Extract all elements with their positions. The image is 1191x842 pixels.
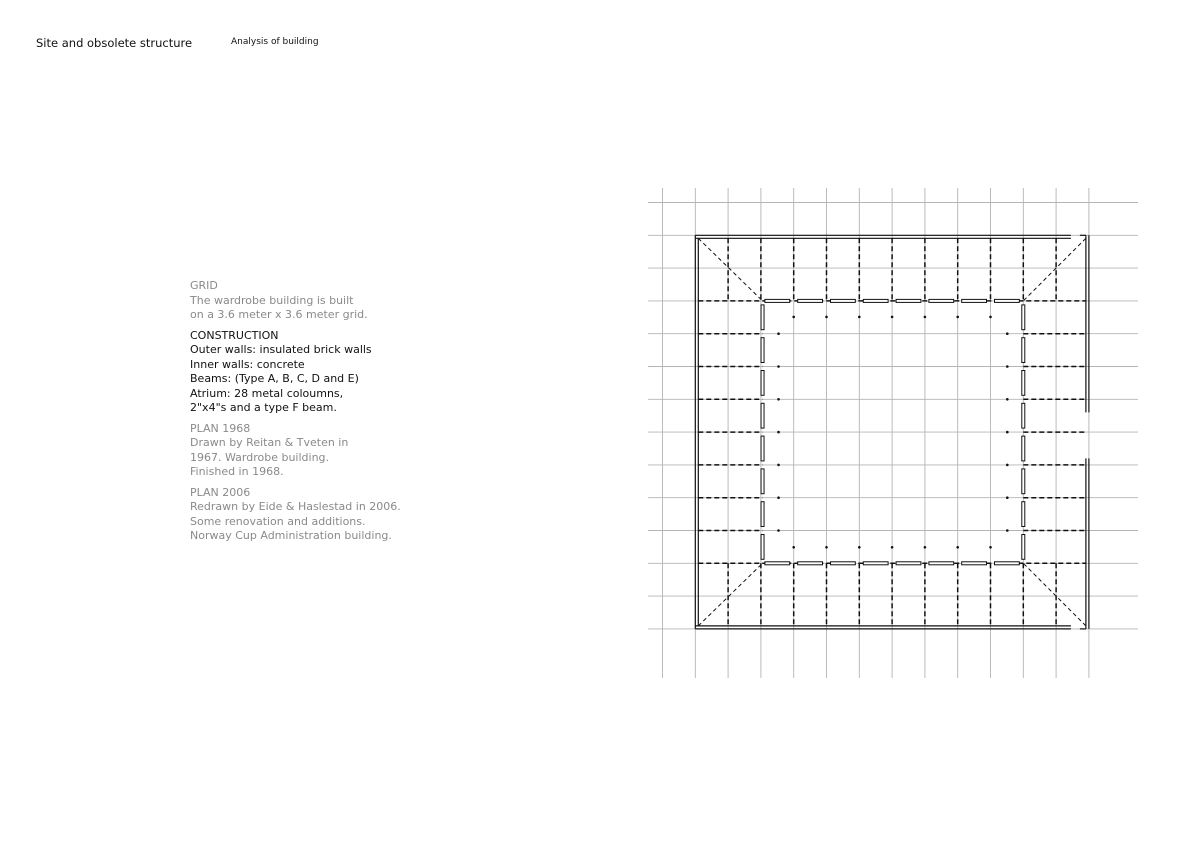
atrium-column	[1006, 464, 1009, 467]
atrium-column	[956, 546, 959, 549]
atrium-column	[1006, 365, 1009, 368]
atrium-column	[858, 546, 861, 549]
atrium-column	[891, 546, 894, 549]
atrium-wall-segment	[761, 338, 764, 363]
atrium-wall-segment	[1022, 436, 1025, 461]
atrium-column	[924, 316, 927, 319]
atrium-wall-segment	[896, 299, 921, 302]
corner-diagonal	[698, 238, 762, 301]
atrium-wall-segment	[761, 305, 764, 330]
atrium-wall-segment	[798, 562, 823, 565]
corner-diagonal	[698, 563, 762, 626]
corner-diagonal	[1023, 238, 1086, 301]
atrium-wall-segment	[831, 562, 856, 565]
grid-line: The wardrobe building is built	[190, 293, 354, 307]
atrium-wall-segment	[929, 562, 954, 565]
atrium-column	[777, 431, 780, 434]
atrium-wall-segment	[1022, 469, 1025, 494]
atrium-wall-segment	[761, 469, 764, 494]
atrium-column	[777, 496, 780, 499]
corner-diagonal	[1023, 563, 1086, 626]
atrium-column	[792, 316, 795, 319]
plan-2006-line: Norway Cup Administration building.	[190, 529, 392, 542]
atrium-wall-segment	[863, 562, 888, 565]
atrium-column	[989, 316, 992, 319]
atrium-wall-segment	[995, 299, 1020, 302]
grid-line: on a 3.6 meter x 3.6 meter grid.	[190, 308, 368, 321]
atrium-column	[777, 365, 780, 368]
plan-1968-heading: PLAN 1968	[190, 421, 251, 435]
atrium-wall-segment	[962, 299, 987, 302]
atrium-column	[1006, 529, 1009, 532]
atrium-wall-segment	[765, 299, 790, 302]
atrium-column	[891, 316, 894, 319]
atrium-column	[858, 316, 861, 319]
atrium-column	[1006, 496, 1009, 499]
plan-2006-heading: PLAN 2006	[190, 485, 251, 499]
construction-line: Inner walls: concrete	[190, 357, 305, 371]
plan-2006-line: Some renovation and additions.	[190, 514, 366, 528]
grid-note	[190, 279, 450, 323]
construction-line: Beams: (Type A, B, C, D and E)	[190, 372, 359, 385]
atrium-column	[989, 546, 992, 549]
plan-1968-line: Finished in 1968.	[190, 465, 284, 478]
atrium-wall-segment	[1022, 371, 1025, 396]
atrium-wall-segment	[1022, 305, 1025, 330]
atrium-wall-segment	[1022, 403, 1025, 428]
atrium-wall-segment	[761, 371, 764, 396]
atrium-wall-segment	[761, 403, 764, 428]
construction-line: 2"x4"s and a type F beam.	[190, 401, 337, 414]
atrium-column	[825, 546, 828, 549]
floor-plan-drawing	[640, 180, 1150, 690]
plan-1968-line: 1967. Wardrobe building.	[190, 450, 330, 464]
grid-heading: GRID	[190, 279, 218, 292]
atrium-wall-segment	[798, 299, 823, 302]
atrium-column	[825, 316, 828, 319]
atrium-wall-segment	[1022, 535, 1025, 560]
atrium-wall-segment	[1022, 338, 1025, 363]
page-subtitle: Analysis of building	[231, 37, 319, 47]
construction-line: Atrium: 28 metal coloumns,	[190, 386, 344, 400]
plan-2006-note	[190, 486, 450, 544]
construction-heading: CONSTRUCTION	[190, 328, 279, 342]
atrium-wall-segment	[761, 535, 764, 560]
atrium-column	[777, 398, 780, 401]
plan-2006-line: Redrawn by Eide & Haslestad in 2006.	[190, 500, 401, 513]
construction-note	[190, 329, 450, 416]
atrium-column	[1006, 398, 1009, 401]
atrium-wall-segment	[863, 299, 888, 302]
atrium-wall-segment	[1022, 502, 1025, 527]
notes-panel	[190, 279, 450, 544]
construction-line: Outer walls: insulated brick walls	[190, 343, 372, 356]
atrium-column	[1006, 332, 1009, 335]
atrium-wall-segment	[896, 562, 921, 565]
atrium-wall-segment	[831, 299, 856, 302]
atrium-column	[956, 316, 959, 319]
atrium-column	[792, 546, 795, 549]
page-title: Site and obsolete structure	[36, 36, 193, 50]
atrium-wall-segment	[761, 502, 764, 527]
atrium-column	[777, 464, 780, 467]
atrium-column	[777, 332, 780, 335]
plan-1968-line: Drawn by Reitan & Tveten in	[190, 436, 349, 449]
atrium-wall-segment	[995, 562, 1020, 565]
atrium-wall-segment	[929, 299, 954, 302]
atrium-wall-segment	[761, 436, 764, 461]
atrium-wall-segment	[962, 562, 987, 565]
atrium-column	[1006, 431, 1009, 434]
atrium-column	[777, 529, 780, 532]
plan-1968-note	[190, 422, 450, 480]
atrium-wall-segment	[765, 562, 790, 565]
atrium-column	[924, 546, 927, 549]
